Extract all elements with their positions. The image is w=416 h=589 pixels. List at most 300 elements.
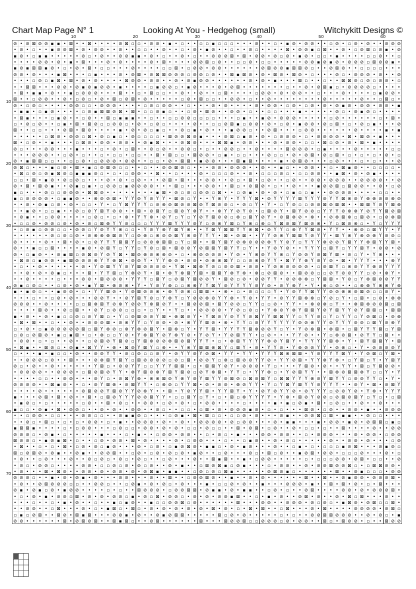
svg-text:•: • [236, 438, 240, 444]
svg-text:•: • [236, 352, 240, 358]
svg-text:⊠: ⊠ [217, 302, 222, 308]
svg-text:•: • [125, 277, 128, 283]
svg-text:Y: Y [180, 352, 184, 358]
svg-text:•: • [26, 457, 29, 463]
svg-text:⊘: ⊘ [50, 66, 55, 72]
svg-text:•: • [69, 147, 73, 153]
svg-text:•: • [205, 457, 209, 463]
svg-text:⊘: ⊘ [341, 209, 346, 215]
svg-text:▫: ▫ [131, 358, 135, 364]
svg-text:•: • [199, 122, 203, 128]
svg-text:⊘: ⊘ [359, 507, 364, 513]
svg-text:•: • [156, 414, 159, 420]
svg-text:•: • [310, 110, 314, 116]
svg-text:•: • [255, 159, 258, 165]
svg-text:•: • [75, 364, 79, 370]
svg-text:⊠: ⊠ [106, 321, 110, 327]
svg-text:•: • [168, 196, 172, 202]
svg-text:Y: Y [168, 227, 172, 233]
svg-text:•: • [273, 358, 277, 364]
svg-text:⊘: ⊘ [180, 128, 185, 134]
svg-text:▪: ▪ [13, 314, 17, 320]
svg-text:⊘: ⊘ [359, 122, 364, 128]
svg-text:•: • [366, 445, 370, 451]
svg-text:Y: Y [348, 246, 351, 252]
svg-text:•: • [162, 271, 165, 277]
svg-text:•: • [32, 463, 35, 469]
svg-text:•: • [310, 469, 314, 475]
svg-text:Y: Y [267, 308, 271, 314]
svg-text:•: • [218, 501, 221, 507]
svg-text:•: • [379, 271, 382, 277]
svg-text:•: • [193, 184, 196, 190]
svg-text:•: • [310, 79, 314, 85]
svg-text:⊠: ⊠ [217, 370, 222, 376]
svg-text:▫: ▫ [193, 401, 197, 407]
svg-text:•: • [379, 438, 382, 444]
svg-text:⊘: ⊘ [44, 196, 48, 202]
svg-text:Y: Y [137, 277, 141, 283]
svg-text:⊘: ⊘ [267, 469, 271, 475]
svg-text:•: • [75, 376, 79, 382]
svg-text:⊗: ⊗ [273, 308, 277, 314]
svg-text:⊘: ⊘ [397, 196, 401, 202]
svg-text:▫: ▫ [118, 271, 122, 277]
svg-text:•: • [304, 482, 308, 488]
svg-text:•: • [267, 184, 271, 190]
svg-text:•: • [261, 227, 265, 233]
svg-text:⊘: ⊘ [260, 91, 265, 97]
svg-text:▫: ▫ [391, 395, 395, 401]
svg-text:▫: ▫ [391, 97, 395, 103]
svg-text:⊘: ⊘ [310, 203, 315, 209]
svg-text:⊠: ⊠ [248, 376, 253, 382]
svg-text:•: • [255, 60, 258, 66]
svg-text:•: • [199, 414, 203, 420]
svg-text:•: • [193, 482, 196, 488]
svg-text:▪: ▪ [230, 476, 234, 482]
svg-text:⊘: ⊘ [130, 290, 135, 296]
svg-text:⊠: ⊠ [229, 72, 234, 78]
svg-text:•: • [249, 103, 252, 109]
svg-text:•: • [106, 79, 110, 85]
svg-text:⊗: ⊗ [260, 221, 265, 227]
svg-text:⊘: ⊘ [13, 302, 17, 308]
svg-text:•: • [32, 345, 35, 351]
svg-text:•: • [143, 91, 147, 97]
svg-text:⊘: ⊘ [106, 370, 110, 376]
svg-text:▫: ▫ [205, 41, 209, 47]
svg-text:⊘: ⊘ [50, 147, 55, 153]
svg-text:⊠: ⊠ [205, 110, 209, 116]
svg-text:⊘: ⊘ [75, 314, 79, 320]
svg-text:•: • [323, 110, 326, 116]
svg-text:▫: ▫ [143, 321, 147, 327]
svg-text:•: • [292, 271, 295, 277]
svg-text:⊠: ⊠ [174, 203, 178, 209]
svg-text:•: • [397, 134, 401, 140]
svg-text:▫: ▫ [360, 221, 364, 227]
svg-text:•: • [224, 488, 227, 494]
svg-text:⊘: ⊘ [347, 85, 352, 91]
svg-text:Y: Y [267, 246, 271, 252]
svg-text:▫: ▫ [310, 72, 314, 78]
svg-text:⊠: ⊠ [19, 321, 24, 327]
svg-text:⊘: ⊘ [390, 407, 395, 413]
svg-text:•: • [94, 488, 97, 494]
svg-text:⊘: ⊘ [19, 457, 24, 463]
svg-text:▪: ▪ [112, 501, 116, 507]
svg-text:▫: ▫ [323, 314, 327, 320]
svg-text:•: • [26, 364, 29, 370]
svg-text:⊘: ⊘ [211, 265, 216, 271]
svg-text:⊠: ⊠ [68, 128, 73, 134]
svg-text:•: • [335, 501, 339, 507]
svg-text:⊘: ⊘ [137, 407, 141, 413]
svg-text:⊘: ⊘ [211, 103, 216, 109]
svg-text:▫: ▫ [69, 308, 73, 314]
svg-text:⊘: ⊘ [99, 159, 104, 165]
svg-text:⊘: ⊘ [118, 141, 123, 147]
svg-text:•: • [137, 227, 141, 233]
svg-text:⊘: ⊘ [38, 153, 42, 159]
svg-text:•: • [125, 370, 128, 376]
svg-text:⊘: ⊘ [149, 54, 154, 60]
svg-text:▫: ▫ [230, 345, 234, 351]
svg-text:⊘: ⊘ [25, 507, 30, 513]
svg-text:▫: ▫ [236, 221, 240, 227]
svg-text:•: • [119, 190, 122, 196]
svg-text:•: • [360, 432, 364, 438]
svg-text:⊠: ⊠ [44, 395, 48, 401]
svg-text:⊘: ⊘ [68, 190, 73, 196]
svg-text:•: • [13, 389, 17, 395]
svg-text:⊘: ⊘ [267, 122, 271, 128]
svg-text:⊠: ⊠ [174, 246, 178, 252]
svg-text:Y: Y [279, 339, 283, 345]
svg-text:⊗: ⊗ [267, 370, 271, 376]
svg-text:⊘: ⊘ [236, 234, 240, 240]
svg-text:•: • [385, 122, 388, 128]
svg-text:⊗: ⊗ [211, 345, 216, 351]
svg-text:⊠: ⊠ [155, 153, 160, 159]
svg-text:•: • [38, 383, 42, 389]
svg-text:⊠: ⊠ [211, 327, 216, 333]
svg-text:▪: ▪ [316, 420, 320, 426]
svg-text:•: • [187, 184, 190, 190]
svg-text:Y: Y [137, 333, 141, 339]
svg-text:⊘: ⊘ [161, 147, 166, 153]
svg-text:Y: Y [329, 358, 333, 364]
svg-text:•: • [156, 507, 159, 513]
svg-text:•: • [249, 494, 252, 500]
svg-text:⊘: ⊘ [130, 501, 135, 507]
svg-text:⊘: ⊘ [316, 302, 321, 308]
svg-text:▫: ▫ [180, 494, 184, 500]
svg-text:⊘: ⊘ [211, 252, 216, 258]
svg-text:•: • [81, 190, 85, 196]
svg-text:▪: ▪ [279, 159, 283, 165]
svg-text:•: • [75, 401, 79, 407]
svg-text:•: • [19, 420, 23, 426]
svg-text:⊘: ⊘ [236, 302, 240, 308]
svg-text:⊠: ⊠ [211, 203, 216, 209]
svg-text:•: • [261, 41, 265, 47]
svg-text:⊗: ⊗ [93, 259, 98, 265]
svg-text:▫: ▫ [143, 48, 147, 54]
svg-text:•: • [341, 141, 345, 147]
svg-text:Y: Y [118, 221, 122, 227]
svg-text:⊘: ⊘ [68, 339, 73, 345]
svg-text:•: • [131, 48, 135, 54]
svg-text:•: • [236, 141, 240, 147]
svg-text:•: • [292, 364, 295, 370]
svg-text:•: • [391, 494, 395, 500]
svg-text:⊘: ⊘ [304, 128, 308, 134]
svg-text:▪: ▪ [25, 215, 29, 221]
svg-text:⊘: ⊘ [316, 172, 321, 178]
svg-text:⊠: ⊠ [19, 165, 24, 171]
svg-text:⊠: ⊠ [56, 395, 61, 401]
svg-text:▫: ▫ [63, 227, 67, 233]
svg-text:⊘: ⊘ [285, 432, 290, 438]
svg-text:Y: Y [162, 352, 166, 358]
svg-text:⊗: ⊗ [322, 240, 327, 246]
svg-text:•: • [143, 376, 147, 382]
svg-text:▫: ▫ [100, 463, 104, 469]
svg-text:⊘: ⊘ [390, 445, 395, 451]
svg-text:▫: ▫ [118, 153, 122, 159]
svg-text:⊘: ⊘ [93, 352, 98, 358]
svg-text:Y: Y [273, 352, 277, 358]
svg-text:▫: ▫ [316, 147, 320, 153]
svg-text:⊘: ⊘ [304, 463, 308, 469]
svg-text:•: • [397, 463, 401, 469]
svg-text:⊘: ⊘ [366, 507, 370, 513]
svg-text:⊠: ⊠ [99, 277, 104, 283]
svg-text:•: • [397, 414, 401, 420]
svg-text:Y: Y [100, 376, 104, 382]
svg-text:•: • [211, 91, 215, 97]
svg-text:⊗: ⊗ [335, 358, 339, 364]
svg-text:Y: Y [180, 333, 184, 339]
svg-text:Y: Y [248, 389, 252, 395]
svg-text:•: • [397, 333, 401, 339]
svg-text:•: • [304, 91, 308, 97]
svg-text:•: • [94, 147, 97, 153]
svg-text:▫: ▫ [261, 302, 265, 308]
svg-text:•: • [32, 482, 35, 488]
svg-text:▫: ▫ [106, 308, 110, 314]
svg-text:•: • [366, 141, 370, 147]
svg-text:⊘: ⊘ [87, 85, 92, 91]
svg-text:⊘: ⊘ [248, 420, 253, 426]
svg-text:Y: Y [174, 296, 178, 302]
svg-text:⊠: ⊠ [335, 203, 339, 209]
svg-text:▪: ▪ [56, 438, 60, 444]
svg-text:•: • [366, 116, 370, 122]
svg-text:•: • [335, 482, 339, 488]
svg-text:⊠: ⊠ [291, 72, 296, 78]
svg-text:▫: ▫ [205, 72, 209, 78]
svg-text:•: • [187, 153, 190, 159]
svg-text:⊘: ⊘ [273, 246, 277, 252]
svg-text:⊘: ⊘ [390, 345, 395, 351]
svg-text:▫: ▫ [186, 501, 190, 507]
svg-text:⊠: ⊠ [130, 383, 135, 389]
svg-text:▫: ▫ [236, 184, 240, 190]
svg-text:⊘: ⊘ [87, 401, 92, 407]
svg-text:▪: ▪ [19, 488, 23, 494]
svg-text:⊘: ⊘ [254, 122, 259, 128]
svg-text:•: • [63, 507, 66, 513]
svg-text:▫: ▫ [168, 358, 172, 364]
svg-text:⊘: ⊘ [254, 438, 259, 444]
svg-text:⊘: ⊘ [44, 432, 48, 438]
svg-text:⊠: ⊠ [112, 451, 116, 457]
svg-text:•: • [38, 507, 42, 513]
svg-text:⊠: ⊠ [341, 165, 346, 171]
svg-text:⊘: ⊘ [341, 91, 346, 97]
svg-text:•: • [63, 302, 66, 308]
svg-text:•: • [119, 296, 122, 302]
svg-text:•: • [366, 488, 370, 494]
svg-text:•: • [199, 445, 203, 451]
svg-text:⊘: ⊘ [260, 327, 265, 333]
svg-text:•: • [19, 358, 23, 364]
svg-text:⊠: ⊠ [229, 376, 234, 382]
svg-text:•: • [298, 97, 302, 103]
svg-text:⊠: ⊠ [273, 314, 277, 320]
svg-text:•: • [137, 147, 141, 153]
svg-text:⊘: ⊘ [353, 147, 358, 153]
svg-text:▫: ▫ [255, 290, 259, 296]
svg-text:▫: ▫ [397, 234, 401, 240]
svg-text:⊘: ⊘ [335, 103, 339, 109]
svg-text:Y: Y [224, 221, 227, 227]
svg-text:•: • [112, 476, 116, 482]
svg-text:▪: ▪ [38, 352, 42, 358]
svg-text:•: • [218, 72, 221, 78]
svg-text:Y: Y [242, 196, 246, 202]
svg-text:•: • [162, 414, 165, 420]
svg-text:•: • [174, 345, 178, 351]
svg-text:▫: ▫ [180, 283, 184, 289]
svg-text:•: • [156, 54, 159, 60]
svg-text:⊗: ⊗ [168, 339, 172, 345]
svg-text:•: • [81, 364, 85, 370]
svg-text:•: • [341, 438, 345, 444]
svg-text:Y: Y [149, 389, 153, 395]
svg-text:⊠: ⊠ [372, 501, 376, 507]
svg-text:•: • [100, 79, 104, 85]
svg-text:⊠: ⊠ [304, 494, 308, 500]
svg-text:Y: Y [131, 364, 135, 370]
svg-text:•: • [255, 296, 258, 302]
svg-text:•: • [385, 54, 388, 60]
svg-text:▫: ▫ [242, 376, 246, 382]
svg-text:•: • [304, 110, 308, 116]
svg-text:⊠: ⊠ [372, 463, 376, 469]
svg-text:Y: Y [230, 283, 234, 289]
svg-text:⊠: ⊠ [390, 116, 395, 122]
svg-text:▪: ▪ [56, 72, 60, 78]
svg-text:⊘: ⊘ [384, 451, 389, 457]
svg-text:⊘: ⊘ [186, 190, 191, 196]
svg-text:⊘: ⊘ [390, 469, 395, 475]
svg-text:⊠: ⊠ [13, 141, 17, 147]
svg-text:⊠: ⊠ [106, 358, 110, 364]
svg-text:•: • [187, 364, 190, 370]
svg-text:▫: ▫ [292, 513, 296, 519]
svg-text:•: • [211, 389, 215, 395]
svg-text:Y: Y [317, 358, 320, 364]
svg-text:•: • [26, 128, 29, 134]
svg-text:⊗: ⊗ [372, 265, 376, 271]
svg-text:•: • [323, 494, 326, 500]
svg-text:•: • [317, 72, 320, 78]
svg-text:▫: ▫ [360, 159, 364, 165]
svg-text:Y: Y [242, 296, 246, 302]
svg-text:▫: ▫ [106, 488, 110, 494]
svg-text:▫: ▫ [372, 469, 376, 475]
svg-text:•: • [236, 476, 240, 482]
svg-text:⊘: ⊘ [260, 134, 265, 140]
svg-text:⊘: ⊘ [378, 302, 383, 308]
svg-text:⊠: ⊠ [248, 178, 253, 184]
svg-text:▫: ▫ [174, 383, 178, 389]
svg-text:⊠: ⊠ [390, 501, 395, 507]
svg-text:Y: Y [218, 246, 221, 252]
svg-text:⊘: ⊘ [68, 321, 73, 327]
svg-text:•: • [187, 265, 190, 271]
svg-text:•: • [348, 432, 351, 438]
svg-text:▪: ▪ [81, 513, 85, 519]
svg-text:•: • [137, 469, 141, 475]
svg-text:Y: Y [174, 308, 178, 314]
svg-text:⊠: ⊠ [137, 358, 141, 364]
svg-text:⊠: ⊠ [384, 333, 389, 339]
svg-text:•: • [162, 389, 165, 395]
svg-text:•: • [273, 395, 277, 401]
svg-text:Y: Y [298, 290, 302, 296]
svg-text:Y: Y [341, 296, 345, 302]
svg-text:⊗: ⊗ [180, 271, 185, 277]
svg-text:⊘: ⊘ [13, 488, 17, 494]
svg-text:▫: ▫ [255, 91, 259, 97]
svg-text:•: • [372, 103, 376, 109]
svg-text:•: • [143, 482, 147, 488]
svg-text:⊗: ⊗ [106, 327, 110, 333]
svg-text:⊘: ⊘ [353, 172, 358, 178]
svg-text:Y: Y [354, 358, 357, 364]
svg-text:Y: Y [193, 271, 196, 277]
svg-text:•: • [354, 352, 357, 358]
svg-text:⊠: ⊠ [205, 376, 209, 382]
svg-text:▫: ▫ [205, 116, 209, 122]
svg-text:⊘: ⊘ [62, 128, 67, 134]
svg-text:▫: ▫ [292, 438, 296, 444]
svg-text:⊘: ⊘ [205, 259, 209, 265]
svg-text:•: • [255, 432, 258, 438]
svg-text:•: • [50, 72, 54, 78]
svg-text:•: • [106, 513, 110, 519]
svg-text:•: • [174, 128, 178, 134]
svg-text:•: • [162, 116, 165, 122]
svg-text:⊘: ⊘ [347, 395, 352, 401]
svg-text:•: • [38, 209, 42, 215]
svg-text:▫: ▫ [329, 141, 333, 147]
